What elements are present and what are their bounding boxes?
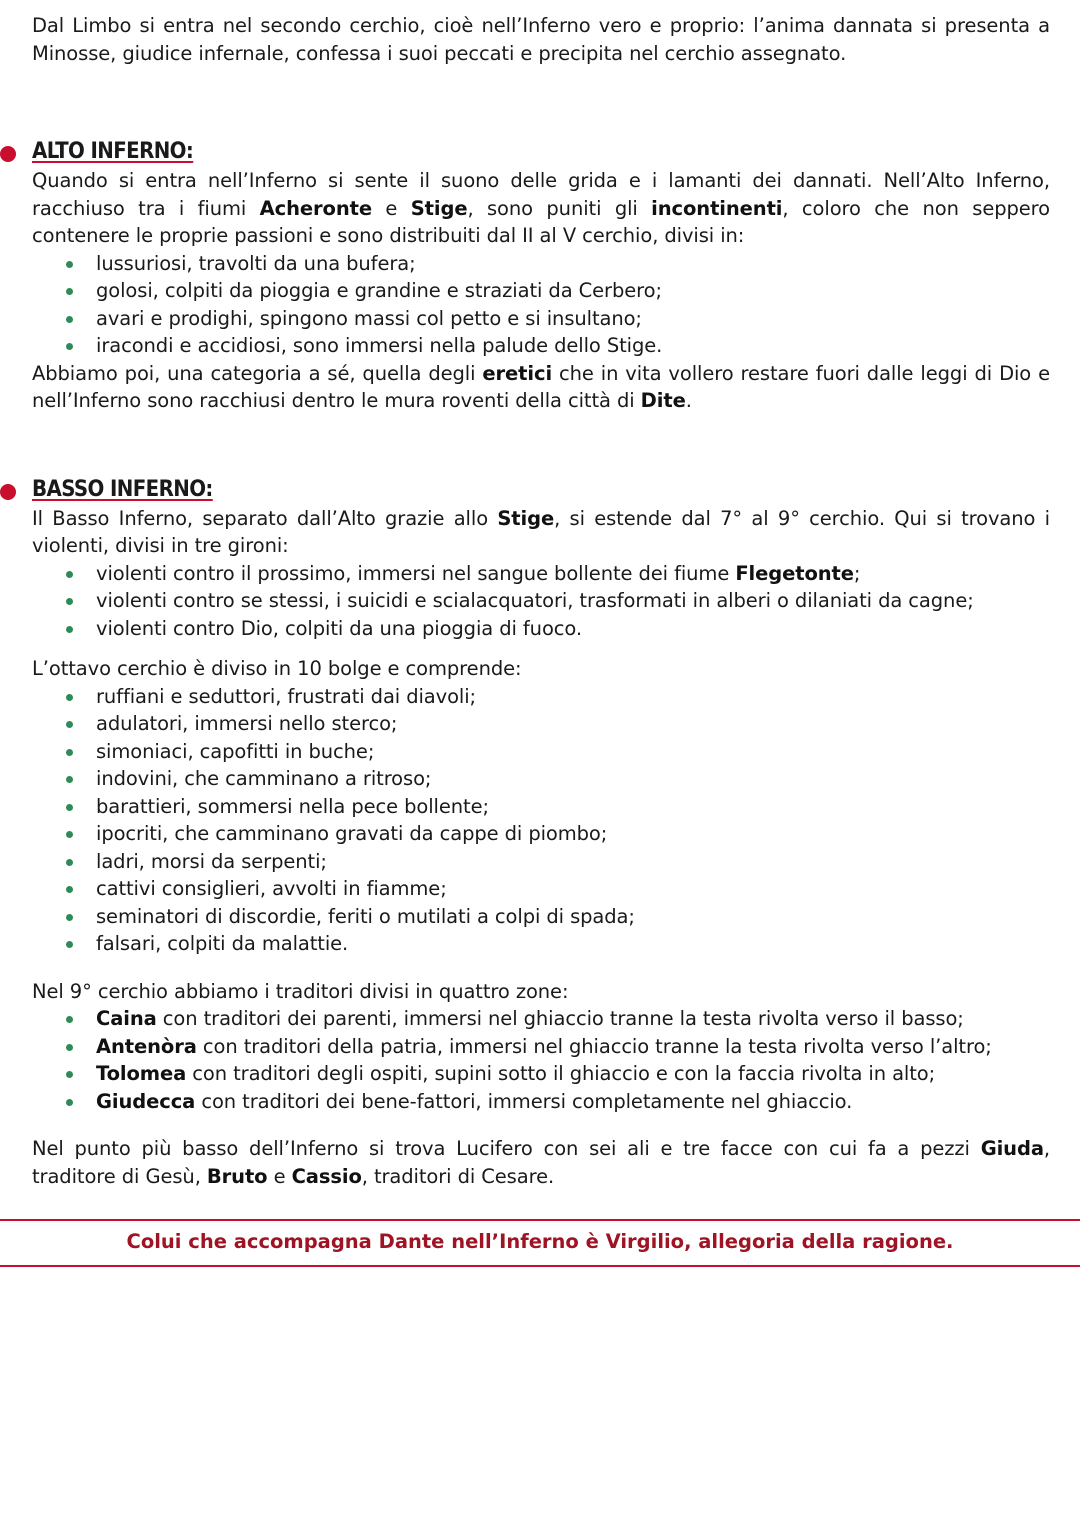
basso-paragraph-1: Il Basso Inferno, separato dall’Alto grazie allo Stige, si estende dal 7° al 9° cerchio. Qui si trovano i violenti, divisi in tre gironi: xyxy=(32,506,1050,557)
basso-inferno-heading xyxy=(32,475,1050,505)
list-item: violenti contro Dio, colpiti da una pioggia di fuoco. xyxy=(96,615,1050,643)
alto-list xyxy=(32,250,1050,360)
list-item: seminatori di discordie, feriti o mutilati a colpi di spada; xyxy=(96,903,1050,931)
red-bullet-icon xyxy=(0,484,16,500)
list-item: Caina con traditori dei parenti, immersi nel ghiaccio tranne la testa rivolta verso il basso; xyxy=(96,1005,1050,1033)
bullet-icon xyxy=(66,571,73,578)
virgilio-note: Colui che accompagna Dante nell’Inferno è Virgilio, allegoria della ragione. xyxy=(126,1230,954,1253)
alto-inferno-heading xyxy=(32,137,1050,167)
alto-paragraph-2: Abbiamo poi, una categoria a sé, quella degli eretici che in vita vollero restare fuori dalle leggi di Dio e nell’Inferno sono racchiusi dentro le mura roventi della città di Dite. xyxy=(32,361,1050,412)
bullet-icon xyxy=(66,914,73,921)
document-body xyxy=(32,12,1050,1190)
list-item: indovini, che camminano a ritroso; xyxy=(96,765,1050,793)
section-title: ALTO INFERNO: xyxy=(32,139,194,164)
alto-paragraph-1: Quando si entra nell’Inferno si sente il suono delle grida e i lamanti dei dannati. Nell’Alto Inferno, racchiuso tra i fiumi Acheronte e Stige, sono puniti gli incontinenti, coloro che non seppero contenere le proprie passioni e sono distribuiti dal II al V cerchio, divisi in: xyxy=(32,169,1050,247)
list-item: Tolomea con traditori degli ospiti, supini sotto il ghiaccio e con la faccia rivolta in alto; xyxy=(96,1060,1050,1088)
list-item: barattieri, sommersi nella pece bollente; xyxy=(96,793,1050,821)
zone-list xyxy=(32,1005,1050,1115)
top-divider xyxy=(0,1219,1080,1221)
nono-cerchio-intro: Nel 9° cerchio abbiamo i traditori divisi in quattro zone: xyxy=(32,979,569,1003)
bullet-icon xyxy=(66,598,73,605)
list-item: ruffiani e seduttori, frustrati dai diavoli; xyxy=(96,683,1050,711)
list-item: violenti contro il prossimo, immersi nel sangue bollente dei fiume Flegetonte; xyxy=(96,560,1050,588)
bullet-icon xyxy=(66,1071,73,1078)
list-item: simoniaci, capofitti in buche; xyxy=(96,738,1050,766)
list-item: adulatori, immersi nello sterco; xyxy=(96,710,1050,738)
ottavo-cerchio-intro: L’ottavo cerchio è diviso in 10 bolge e comprende: xyxy=(32,657,522,680)
bullet-icon xyxy=(66,776,73,783)
list-item: avari e prodighi, spingono massi col petto e si insultano; xyxy=(96,305,1050,333)
list-item: lussuriosi, travolti da una bufera; xyxy=(96,250,1050,278)
intro-paragraph: Dal Limbo si entra nel secondo cerchio, cioè nell’Inferno vero e proprio: l’anima dannata si presenta a Minosse, giudice infernale, confessa i suoi peccati e precipita nel cerchio assegnato. xyxy=(32,14,1050,65)
bullet-icon xyxy=(66,626,73,633)
bullet-icon xyxy=(66,831,73,838)
bullet-icon xyxy=(66,1099,73,1106)
list-item: violenti contro se stessi, i suicidi e scialacquatori, trasformati in alberi o dilaniati da cagne; xyxy=(96,587,1050,615)
bullet-icon xyxy=(66,941,73,948)
red-bullet-icon xyxy=(0,146,16,162)
bottom-divider xyxy=(0,1265,1080,1267)
list-item: cattivi consiglieri, avvolti in fiamme; xyxy=(96,875,1050,903)
bullet-icon xyxy=(66,886,73,893)
bullet-icon xyxy=(66,288,73,295)
bullet-icon xyxy=(66,859,73,866)
list-item: Giudecca con traditori dei bene-fattori, immersi completamente nel ghiaccio. xyxy=(96,1088,1050,1116)
bullet-icon xyxy=(66,343,73,350)
bolge-list xyxy=(32,683,1050,958)
list-item: Antenòra con traditori della patria, immersi nel ghiaccio tranne la testa rivolta verso l’altro; xyxy=(96,1033,1050,1061)
bullet-icon xyxy=(66,804,73,811)
bullet-icon xyxy=(66,1016,73,1023)
list-item: ipocriti, che camminano gravati da cappe di piombo; xyxy=(96,820,1050,848)
bullet-icon xyxy=(66,694,73,701)
bullet-icon xyxy=(66,721,73,728)
lucifero-paragraph: Nel punto più basso dell’Inferno si trova Lucifero con sei ali e tre facce con cui fa a pezzi Giuda, traditore di Gesù, Bruto e Cassio, traditori di Cesare. xyxy=(32,1137,1050,1188)
bullet-icon xyxy=(66,749,73,756)
gironi-list xyxy=(32,560,1050,643)
bullet-icon xyxy=(66,261,73,268)
list-item: iracondi e accidiosi, sono immersi nella palude dello Stige. xyxy=(96,332,1050,360)
list-item: falsari, colpiti da malattie. xyxy=(96,930,1050,958)
section-title: BASSO INFERNO: xyxy=(32,476,213,502)
bullet-icon xyxy=(66,316,73,323)
list-item: ladri, morsi da serpenti; xyxy=(96,848,1050,876)
list-item: golosi, colpiti da pioggia e grandine e straziati da Cerbero; xyxy=(96,277,1050,305)
bullet-icon xyxy=(66,1044,73,1051)
